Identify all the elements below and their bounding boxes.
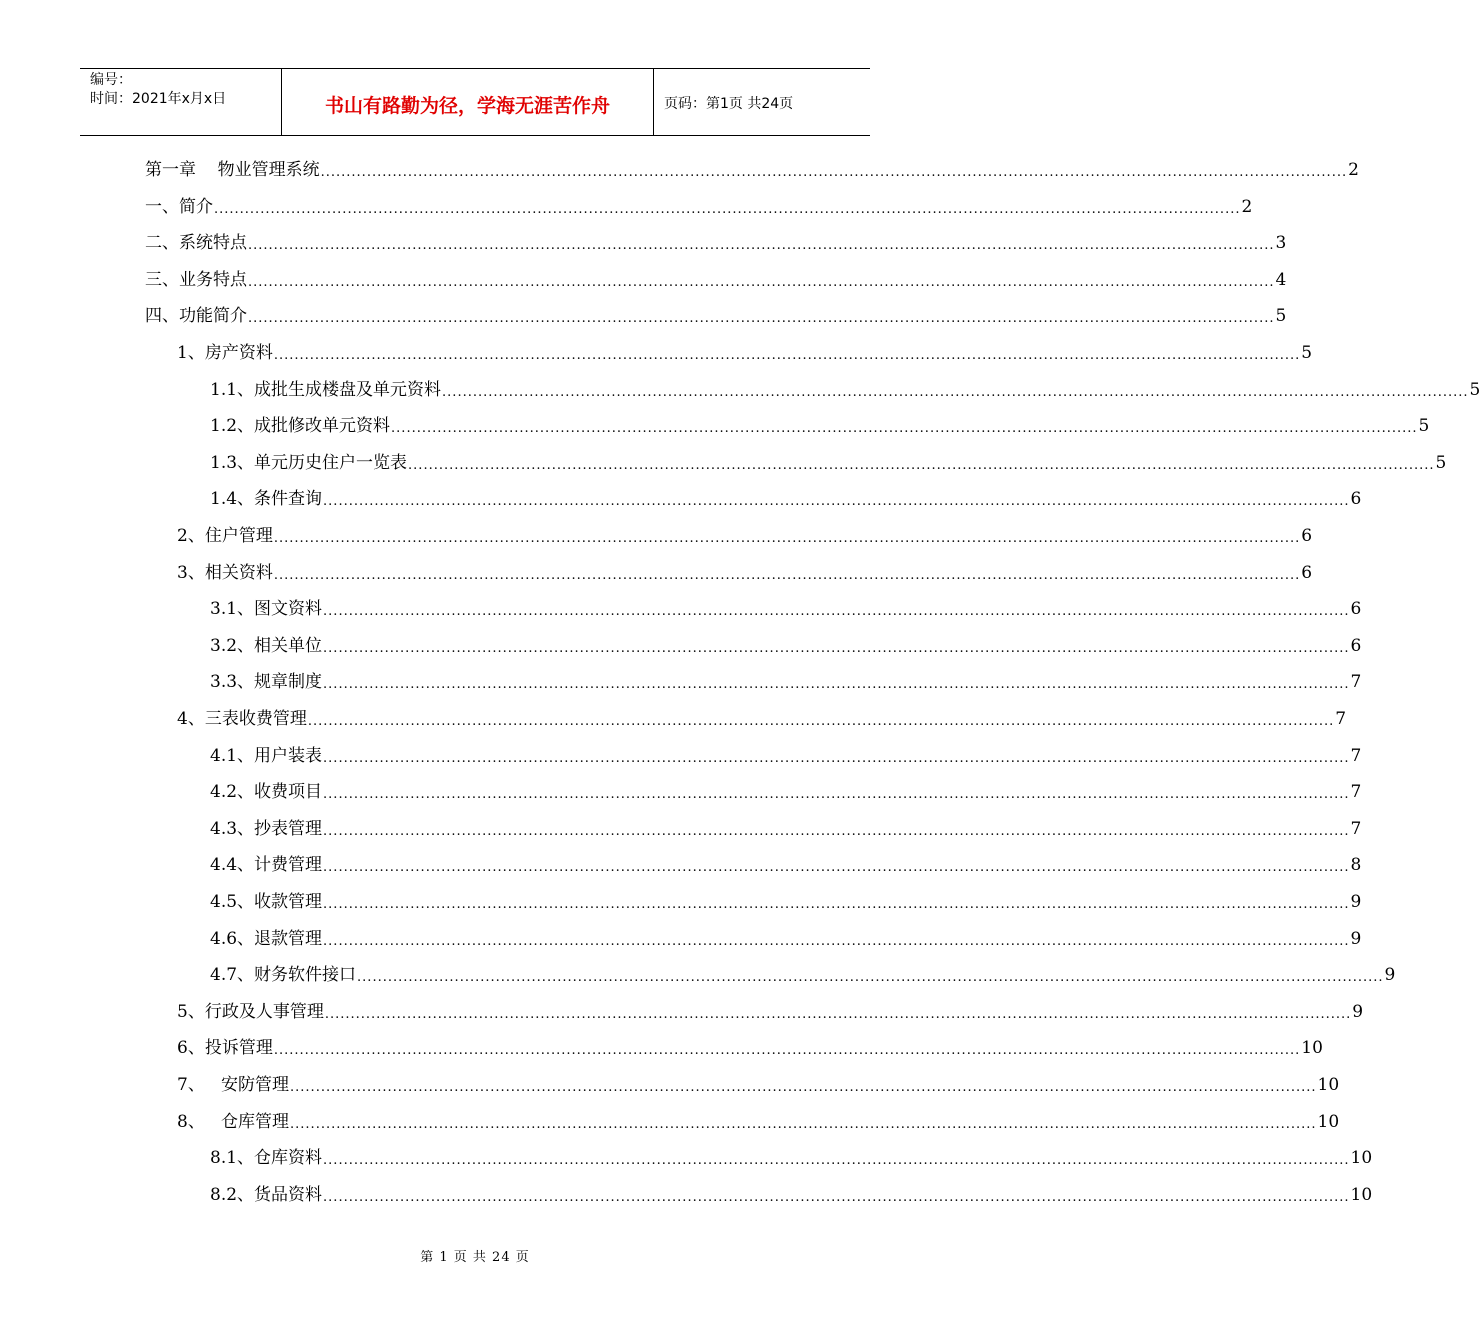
toc-dot-leader: ........................................................................................................................................................................................................ <box>324 1006 1352 1022</box>
toc-entry[interactable] <box>145 298 1287 334</box>
page-footer: 第 1 页 共 24 页 <box>420 1250 530 1265</box>
toc-entry-page: 6 <box>1350 489 1362 510</box>
toc-dot-leader: ........................................................................................................................................................................................................ <box>307 714 1335 729</box>
toc-entry-page: 2 <box>1241 196 1253 217</box>
header-meta <box>80 69 282 135</box>
toc-entry[interactable] <box>177 518 1313 554</box>
toc-entry-label: 4.1、用户装表 <box>210 745 323 766</box>
toc-entry[interactable] <box>145 225 1287 261</box>
toc-entry-page: 9 <box>1352 1001 1364 1022</box>
toc-entry-page: 10 <box>1350 1148 1373 1169</box>
toc-entry-label: 1.3、单元历史住户一览表 <box>210 452 408 473</box>
toc-entry-page: 5 <box>1418 416 1430 437</box>
toc-dot-leader: ........................................................................................................................................................................................................ <box>323 604 1350 620</box>
toc-entry[interactable] <box>177 1067 1340 1103</box>
toc-entry-page: 7 <box>1335 709 1347 729</box>
toc-entry[interactable] <box>210 664 1362 700</box>
toc-entry[interactable] <box>210 445 1447 481</box>
toc-dot-leader: ........................................................................................................................................................................................................ <box>391 421 1418 437</box>
toc-entry[interactable] <box>177 1104 1340 1140</box>
toc-entry-label: 4.3、抄表管理 <box>210 818 323 839</box>
toc-entry[interactable] <box>210 481 1362 517</box>
toc-entry-label: 1.1、成批生成楼盘及单元资料 <box>210 379 442 400</box>
toc-entry-page: 2 <box>1348 160 1359 180</box>
toc-entry-page: 3 <box>1275 233 1287 254</box>
toc-dot-leader: ........................................................................................................................................................................................................ <box>323 897 1350 912</box>
toc-entry-page: 4 <box>1275 269 1287 290</box>
toc-entry[interactable] <box>145 262 1287 298</box>
toc-entry[interactable] <box>145 152 1359 188</box>
toc-entry-label: 1.4、条件查询 <box>210 489 323 510</box>
toc-dot-leader: ........................................................................................................................................................................................................ <box>323 750 1350 766</box>
toc-entry-label: 三、业务特点 <box>145 269 247 290</box>
toc-dot-leader: ........................................................................................................................................................................................................ <box>273 1043 1301 1059</box>
toc-entry-label: 第一章 物业管理系统 <box>145 160 320 180</box>
toc-entry[interactable] <box>177 1030 1323 1066</box>
toc-entry-label: 3、相关资料 <box>177 562 273 583</box>
toc-dot-leader: ........................................................................................................................................................................................................ <box>323 823 1350 839</box>
toc-dot-leader: ........................................................................................................................................................................................................ <box>273 531 1301 546</box>
toc-entry[interactable] <box>177 335 1313 371</box>
toc-entry[interactable] <box>145 189 1253 225</box>
toc-entry-page: 6 <box>1350 599 1362 620</box>
toc-entry[interactable] <box>177 994 1364 1030</box>
toc-entry[interactable] <box>210 774 1362 810</box>
document-header <box>80 68 870 136</box>
toc-dot-leader: ........................................................................................................................................................................................................ <box>273 567 1301 583</box>
toc-entry-page: 10 <box>1317 1075 1340 1095</box>
toc-entry-label: 4.6、退款管理 <box>210 928 323 949</box>
toc-dot-leader: ........................................................................................................................................................................................................ <box>442 384 1469 400</box>
header-motto: 书山有路勤为径，学海无涯苦作舟 <box>282 69 654 135</box>
toc-entry-page: 6 <box>1301 562 1313 583</box>
toc-entry-page: 7 <box>1350 818 1362 839</box>
toc-entry[interactable] <box>210 921 1362 957</box>
toc-dot-leader: ........................................................................................................................................................................................................ <box>323 1189 1350 1205</box>
toc-entry-page: 7 <box>1350 782 1362 803</box>
toc-entry-label: 1、房产资料 <box>177 343 273 363</box>
toc-entry[interactable] <box>210 884 1362 920</box>
toc-entry-page: 10 <box>1301 1038 1323 1059</box>
toc-entry[interactable] <box>210 738 1362 774</box>
toc-entry[interactable] <box>210 591 1362 627</box>
toc-entry-page: 9 <box>1350 892 1362 912</box>
document-time-label: 时间：2021年x月x日 <box>90 91 227 107</box>
toc-entry-label: 2、住户管理 <box>177 526 273 546</box>
toc-entry-label: 3.1、图文资料 <box>210 599 323 620</box>
toc-entry[interactable] <box>210 957 1396 993</box>
toc-dot-leader: ........................................................................................................................................................................................................ <box>323 1153 1350 1169</box>
toc-entry-page: 7 <box>1350 672 1362 693</box>
toc-entry-page: 10 <box>1317 1111 1340 1132</box>
toc-entry-page: 7 <box>1350 745 1362 766</box>
toc-entry-page: 8 <box>1350 855 1362 876</box>
toc-dot-leader: ........................................................................................................................................................................................................ <box>323 933 1350 949</box>
toc-dot-leader: ........................................................................................................................................................................................................ <box>248 311 1275 327</box>
header-page-info: 页码：第1页 共24页 <box>664 96 794 112</box>
toc-entry-label: 一、简介 <box>145 196 213 217</box>
toc-entry[interactable] <box>210 811 1362 847</box>
toc-entry-label: 四、功能简介 <box>145 306 247 327</box>
toc-dot-leader: ........................................................................................................................................................................................................ <box>323 640 1350 656</box>
toc-dot-leader: ........................................................................................................................................................................................................ <box>408 457 1435 473</box>
toc-entry-page: 5 <box>1469 379 1480 400</box>
document-number-label: 编号： <box>90 72 132 88</box>
toc-entry-page: 9 <box>1384 965 1396 986</box>
toc-dot-leader: ........................................................................................................................................................................................................ <box>214 201 1241 217</box>
toc-entry[interactable] <box>210 628 1362 664</box>
toc-entry-label: 8、 仓库管理 <box>177 1111 290 1132</box>
toc-entry-page: 5 <box>1435 452 1447 473</box>
toc-dot-leader: ........................................................................................................................................................................................................ <box>323 860 1350 876</box>
toc-entry-label: 4.5、收款管理 <box>210 892 323 912</box>
toc-dot-leader: ........................................................................................................................................................................................................ <box>320 165 1348 180</box>
toc-entry-label: 3.3、规章制度 <box>210 672 323 693</box>
toc-entry[interactable] <box>210 847 1362 883</box>
toc-entry-label: 3.2、相关单位 <box>210 635 323 656</box>
toc-dot-leader: ........................................................................................................................................................................................................ <box>290 1080 1317 1095</box>
toc-entry[interactable] <box>210 1140 1373 1176</box>
toc-dot-leader: ........................................................................................................................................................................................................ <box>357 970 1384 986</box>
toc-entry-page: 5 <box>1275 306 1287 327</box>
toc-entry[interactable] <box>177 555 1313 591</box>
toc-entry-label: 4、三表收费管理 <box>177 709 307 729</box>
toc-entry-label: 5、行政及人事管理 <box>177 1001 324 1022</box>
toc-entry-page: 5 <box>1301 343 1313 363</box>
toc-entry[interactable] <box>210 372 1480 408</box>
toc-entry-label: 4.4、计费管理 <box>210 855 323 876</box>
toc-entry-label: 7、 安防管理 <box>177 1075 290 1095</box>
toc-entry-label: 8.1、仓库资料 <box>210 1148 323 1169</box>
toc-entry[interactable] <box>210 1177 1373 1213</box>
toc-entry-label: 6、投诉管理 <box>177 1038 273 1059</box>
toc-entry-label: 二、系统特点 <box>145 233 247 254</box>
toc-dot-leader: ........................................................................................................................................................................................................ <box>323 787 1350 803</box>
toc-entry-page: 6 <box>1350 635 1362 656</box>
toc-dot-leader: ........................................................................................................................................................................................................ <box>290 1116 1317 1132</box>
toc-dot-leader: ........................................................................................................................................................................................................ <box>323 494 1350 510</box>
toc-entry-label: 4.2、收费项目 <box>210 782 323 803</box>
toc-dot-leader: ........................................................................................................................................................................................................ <box>273 348 1301 363</box>
toc-entry-label: 8.2、货品资料 <box>210 1184 323 1205</box>
toc-entry-page: 10 <box>1350 1184 1373 1205</box>
toc-dot-leader: ........................................................................................................................................................................................................ <box>323 677 1350 693</box>
toc-entry-label: 4.7、财务软件接口 <box>210 965 357 986</box>
toc-entry-page: 6 <box>1301 526 1313 546</box>
toc-entry[interactable] <box>210 408 1430 444</box>
toc-entry-page: 9 <box>1350 928 1362 949</box>
toc-entry[interactable] <box>177 701 1347 737</box>
toc-entry-label: 1.2、成批修改单元资料 <box>210 416 391 437</box>
toc-dot-leader: ........................................................................................................................................................................................................ <box>248 238 1275 254</box>
toc-dot-leader: ........................................................................................................................................................................................................ <box>248 274 1275 290</box>
